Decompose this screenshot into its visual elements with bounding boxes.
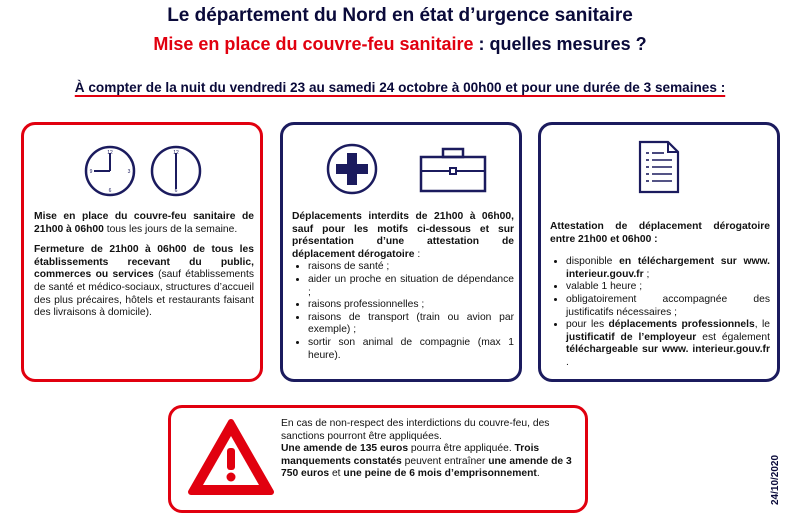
clock-icon [84,145,136,197]
page-title: Le département du Nord en état d’urgence sanitaire [167,5,633,26]
curfew-days: tous les jours de la semaine. [103,223,238,235]
date-line: À compter de la nuit du vendredi 23 au samedi 24 octobre à 00h00 et pour une durée de 3 semaines : [74,80,726,95]
exemption-list [292,261,514,362]
list-item: • disponible en téléchargement sur www. interieur.gouv.fr ; [566,256,770,281]
sanctions-detail: Une amende de 135 euros pourra être appliquée. Trois manquements constatés peuvent entraîner une amende de 3 750 euros et une peine de 6 mois d’emprisonnement. [281,443,572,480]
certificate-list [550,256,770,369]
sanctions-text [281,418,581,481]
certificate-intro: Attestation de déplacement dérogatoire entre 21h00 et 06h00 : [550,221,770,245]
travel-ban-box [280,122,522,382]
clock-icon [150,145,202,197]
list-item: • raisons de santé ; [308,261,514,274]
curfew-hours: Mise en place du couvre-feu sanitaire de 21h00 à 06h00 [34,211,254,235]
warning-icon [185,416,277,500]
subtitle-highlight: Mise en place du couvre-feu sanitaire [153,34,474,54]
clock1-label-12: 12 [107,150,113,156]
document-icon [637,139,681,195]
travel-ban-text: Déplacements interdits de 21h00 à 06h00, sauf pour les motifs ci-dessous et sur présentation d’une attestation de déplacement dérogatoire : • raisons de santé ; • aider un proche en situation de dépendance ; • raisons professionnelles ; • raisons de transport (train ou avion par exemple) ; • sortir son animal de compagnie (max 1 heure). [292,211,514,362]
closure-exceptions: (sauf établissements de santé et médico-sociaux, structures d’accueil des plus précaires, hôtels et restaurants faisant des livraisons à domicile). [34,269,254,319]
sanctions-box [168,405,588,513]
clock1-label-6: 6 [108,188,112,194]
list-item: • sortir son animal de compagnie (max 1 heure). [308,337,514,362]
list-item: • obligatoirement accompagnée des justificatifs nécessaires ; [566,294,770,319]
closure-bold: Fermeture de 21h00 à 06h00 de tous les établissements recevant du public, commerces ou services [34,244,254,281]
list-item: • raisons professionnelles ; [308,299,514,312]
certificate-box [538,122,780,382]
publication-date: 24/10/2020 [770,454,781,505]
travel-ban-intro: Déplacements interdits de 21h00 à 06h00, sauf pour les motifs ci-dessous et sur présentation d’une attestation de déplacement dérogatoire [292,211,514,260]
list-item: • aider un proche en situation de dépendance ; [308,274,514,299]
list-item: • valable 1 heure ; [566,281,770,294]
briefcase-icon [419,147,487,193]
sanctions-intro: En cas de non-respect des interdictions du couvre-feu, des sanctions pourront être appliquées. [281,418,550,442]
subtitle-rest: : quelles mesures ? [473,34,647,54]
list-item: • pour les déplacements professionnels, le justificatif de l’employeur est également téléchargeable sur www. interieur.gouv.fr . [566,319,770,369]
clock2-label-6: 6 [174,188,178,194]
clock2-label-12: 12 [173,150,179,156]
medical-cross-icon [326,143,378,195]
curfew-box [21,122,263,382]
clock1-label-9: 9 [89,169,93,175]
certificate-text [550,221,770,370]
curfew-text [34,211,254,328]
list-item: • raisons de transport (train ou avion par exemple) ; [308,312,514,337]
page-subtitle [0,34,800,55]
clock1-label-3: 3 [127,169,131,175]
